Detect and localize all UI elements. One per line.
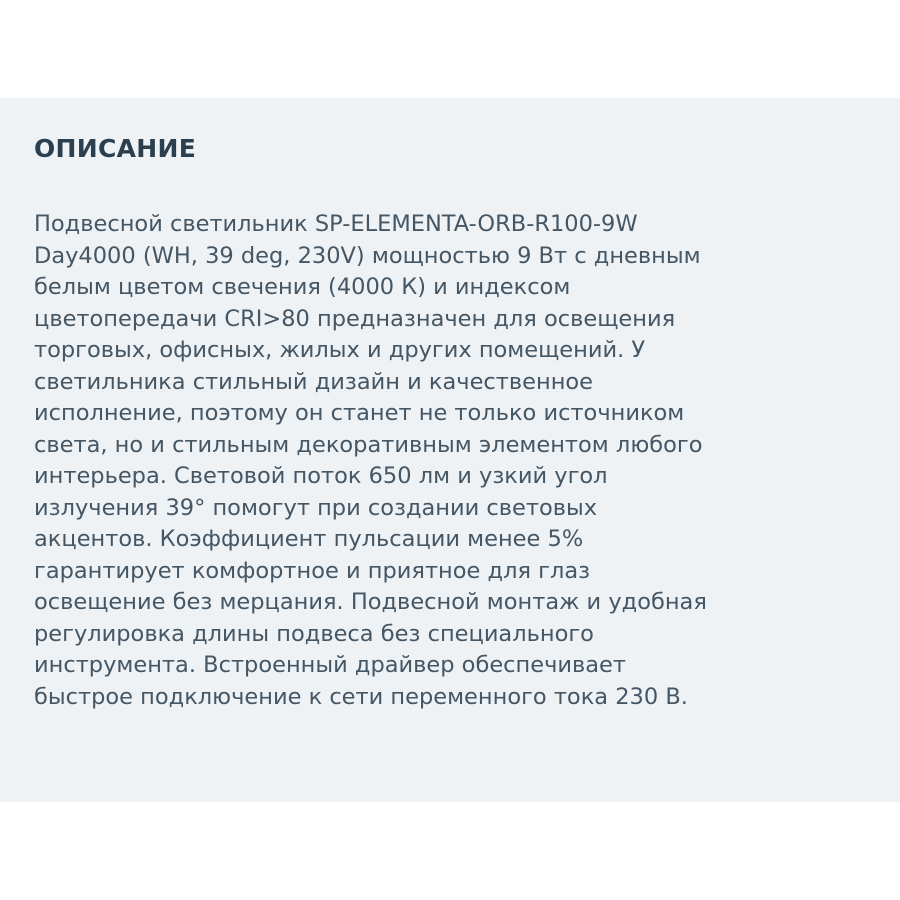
description-line: регулировка длины подвеса без специального xyxy=(34,620,594,647)
description-line: интерьера. Световой поток 650 лм и узкий угол xyxy=(34,463,608,489)
description-text xyxy=(34,209,874,713)
description-line: акцентов. Коэффициент пульсации менее 5% xyxy=(34,526,584,552)
description-line: исполнение, поэтому он станет не только источником xyxy=(34,400,685,426)
description-line: белым цветом свечения (4000 К) и индексом xyxy=(34,274,571,300)
description-line: светильника стильный дизайн и качественное xyxy=(34,368,594,395)
description-line: быстрое подключение к сети переменного тока 230 В. xyxy=(34,683,688,710)
description-line: гарантирует комфортное и приятное для глаз xyxy=(34,557,591,584)
description-panel xyxy=(0,98,900,802)
description-line: излучения 39° помогут при создании световых xyxy=(34,494,598,521)
description-line: инструмента. Встроенный драйвер обеспечивает xyxy=(34,652,627,678)
description-line: света, но и стильным декоративным элементом любого xyxy=(34,431,703,458)
description-line: Day4000 (WH, 39 deg, 230V) мощностью 9 Вт с дневным xyxy=(34,242,701,269)
description-line: цветопередачи CRI>80 предназначен для освещения xyxy=(34,305,676,332)
section-title: ОПИСАНИЕ xyxy=(34,134,197,163)
description-line: освещение без мерцания. Подвесной монтаж и удобная xyxy=(34,589,707,615)
description-line: Подвесной светильник SP-ELEMENTA-ORB-R100-9W xyxy=(34,211,638,237)
description-line: торговых, офисных, жилых и других помещений. У xyxy=(34,337,646,363)
